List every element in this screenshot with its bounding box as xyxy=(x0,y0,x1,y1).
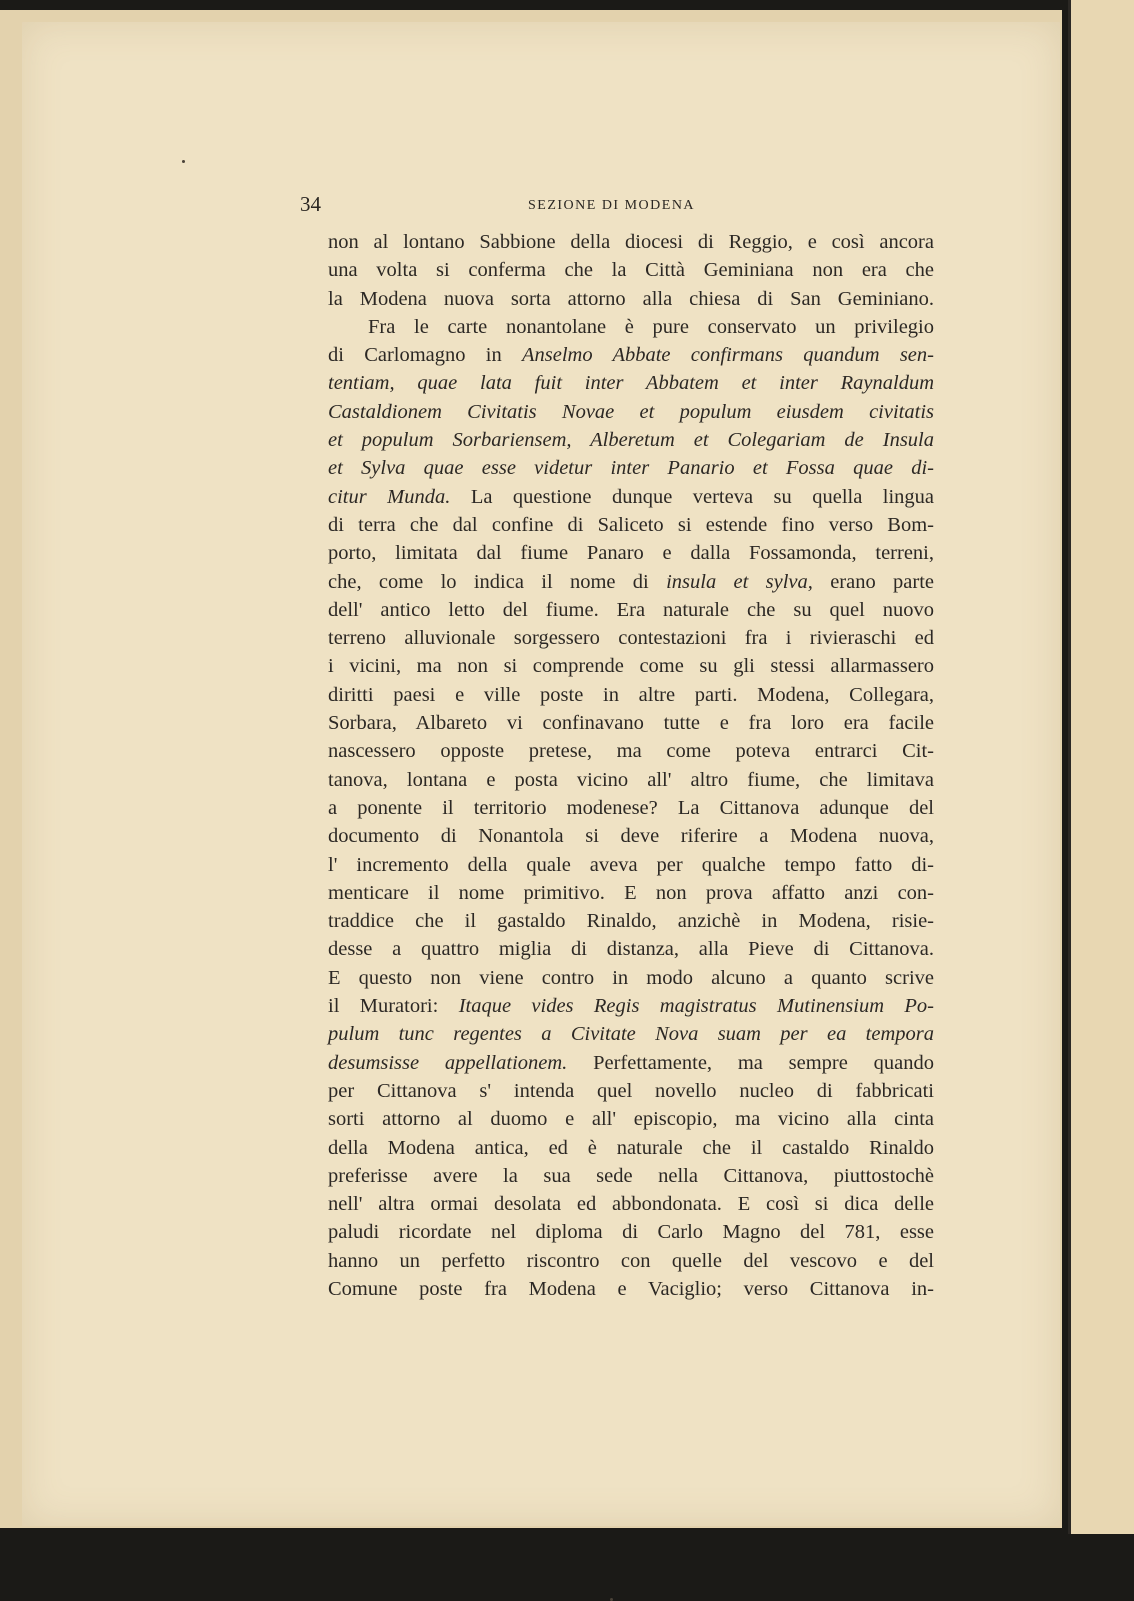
paper-speck xyxy=(182,160,185,163)
text-line: non al lontano Sabbione della diocesi di Reggio, e così ancora xyxy=(328,231,934,253)
facing-page-edge xyxy=(1068,0,1134,1534)
text-line: desse a quattro miglia di distanza, alla Pieve di Cittanova. xyxy=(328,938,934,961)
text-line: nell' altra ormai desolata ed abbondonata. E così si dica delle xyxy=(328,1193,934,1216)
text-line: a ponente il territorio modenese? La Cittanova adunque del xyxy=(328,796,934,819)
text-line: l' incremento della quale aveva per qualche tempo fatto di- xyxy=(328,853,934,876)
text-line: diritti paesi e ville poste in altre parti. Modena, Collegara, xyxy=(328,683,934,706)
text-line: nascessero opposte pretese, ma come poteva entrarci Cit- xyxy=(328,740,934,763)
text-line: terreno alluvionale sorgessero contestazioni fra i rivieraschi ed xyxy=(328,627,934,650)
page-number: 34 xyxy=(300,192,321,216)
text-line: E questo non viene contro in modo alcuno a quanto scrive xyxy=(328,966,934,989)
text-line: citur Munda. La questione dunque verteva su quella lingua xyxy=(328,485,935,508)
text-line: tentiam, quae lata fuit inter Abbatem et inter Raynaldum xyxy=(328,372,934,395)
text-line: pulum tunc regentes a Civitate Nova suam per ea tempora xyxy=(328,1023,934,1046)
text-line: desumsisse appellationem. Perfettamente, ma sempre quando xyxy=(328,1051,934,1074)
section-title: SEZIONE DI MODENA xyxy=(528,198,696,213)
text-line: Sorbara, Albareto vi confinavano tutte e fra loro era facile xyxy=(328,712,934,735)
text-line: traddice che il gastaldo Rinaldo, anzichè in Modena, risie- xyxy=(328,910,934,933)
text-line: dell' antico letto del fiume. Era naturale che su quel nuovo xyxy=(328,598,934,621)
text-line: hanno un perfetto riscontro con quelle del vescovo e del xyxy=(328,1249,934,1272)
text-line: documento di Nonantola si deve riferire a Modena nuova, xyxy=(328,825,934,848)
text-line: paludi ricordate nel diploma di Carlo Magno del 781, esse xyxy=(328,1221,934,1244)
body-text xyxy=(328,228,934,1303)
text-line: della Modena antica, ed è naturale che il castaldo Rinaldo xyxy=(328,1136,934,1159)
text-line: porto, limitata dal fiume Panaro e dalla Fossamonda, terreni, xyxy=(328,542,934,565)
text-line: Castaldionem Civitatis Novae et populum eiusdem civitatis xyxy=(328,400,934,423)
running-head xyxy=(300,192,720,220)
text-line: preferisse avere la sua sede nella Cittanova, piuttostochè xyxy=(328,1164,934,1187)
text-line: et populum Sorbariensem, Alberetum et Colegariam de Insula xyxy=(328,429,934,452)
text-line: una volta si conferma che la Città Geminiana non era che xyxy=(328,259,934,282)
text-line: et Sylva quae esse videtur inter Panario et Fossa quae di- xyxy=(328,457,934,480)
text-line: per Cittanova s' intenda quel novello nucleo di fabbricati xyxy=(328,1079,934,1102)
text-line: tanova, lontana e posta vicino all' altro fiume, che limitava xyxy=(328,768,934,791)
text-line: di Carlomagno in Anselmo Abbate confirmans quandum sen- xyxy=(328,344,934,367)
text-line: che, come lo indica il nome di insula et sylva, erano parte xyxy=(328,570,934,593)
text-line: i vicini, ma non si comprende come su gli stessi allarmassero xyxy=(328,655,934,678)
text-line: menticare il nome primitivo. E non prova affatto anzi con- xyxy=(328,881,934,904)
text-line: la Modena nuova sorta attorno alla chiesa di San Geminiano. xyxy=(328,287,934,310)
text-line: Fra le carte nonantolane è pure conservato un privilegio xyxy=(368,315,934,338)
text-line: di terra che dal confine di Saliceto si estende fino verso Bom- xyxy=(328,513,934,536)
text-line: il Muratori: Itaque vides Regis magistratus Mutinensium Po- xyxy=(328,995,934,1018)
text-line: Comune poste fra Modena e Vaciglio; verso Cittanova in- xyxy=(328,1277,934,1300)
text-line: sorti attorno al duomo e all' episcopio, ma vicino alla cinta xyxy=(328,1108,934,1131)
